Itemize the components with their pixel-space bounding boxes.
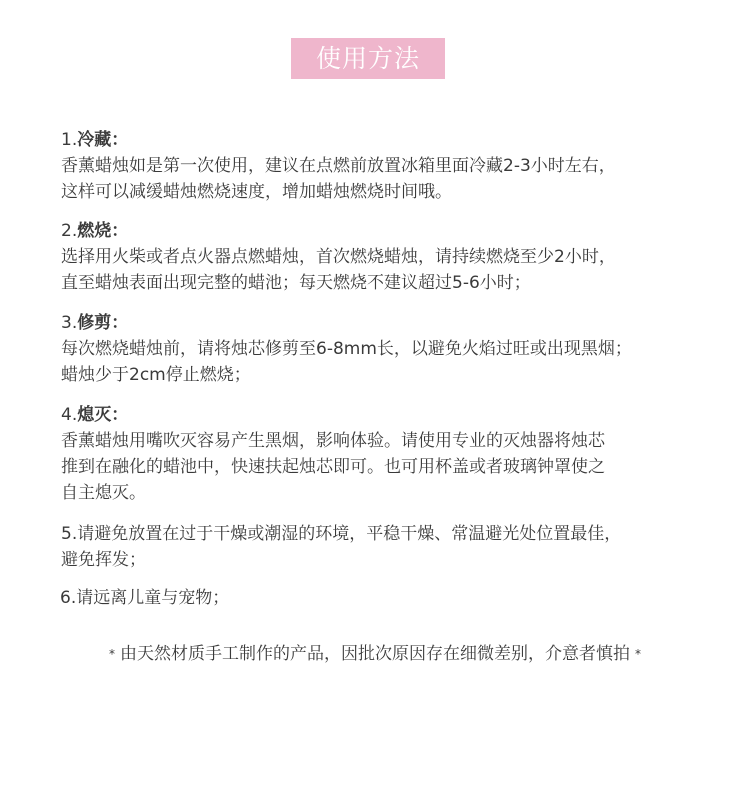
section-text-line: 选择用火柴或者点火器点燃蜡烛，首次燃烧蜡烛，请持续燃烧至少2小时， bbox=[61, 247, 616, 267]
section-text-line: 蜡烛少于2cm停止燃烧； bbox=[61, 365, 251, 385]
footer-text: 由天然材质手工制作的产品，因批次原因存在细微差别，介意者慎拍 bbox=[120, 644, 630, 664]
section-label: 冷藏： bbox=[77, 130, 129, 150]
section-label: 熄灭： bbox=[77, 405, 129, 425]
section-number: 1. bbox=[61, 130, 78, 150]
section-text-line: 推到在融化的蜡池中，快速扶起烛芯即可。也可用杯盖或者玻璃钟罩使之 bbox=[61, 457, 605, 477]
star-icon: * bbox=[109, 647, 115, 661]
section-number: 3. bbox=[61, 313, 78, 333]
section-heading bbox=[61, 402, 711, 428]
section-text-line: 这样可以减缓蜡烛燃烧速度，增加蜡烛燃烧时间哦。 bbox=[61, 182, 452, 202]
section-text-line: 6.请远离儿童与宠物； bbox=[60, 588, 230, 608]
section-text-line: 自主熄灭。 bbox=[61, 483, 146, 503]
section-text-line: 香薰蜡烛用嘴吹灭容易产生黑烟，影响体验。请使用专业的灭烛器将烛芯 bbox=[61, 431, 605, 451]
section-text-line: 直至蜡烛表面出现完整的蜡池；每天燃烧不建议超过5-6小时； bbox=[61, 273, 531, 293]
section-label: 修剪： bbox=[77, 313, 129, 333]
section-refrigerate bbox=[61, 127, 711, 205]
section-text-line: 避免挥发； bbox=[61, 550, 146, 570]
section-extinguishing bbox=[61, 402, 711, 506]
section-burning bbox=[61, 218, 711, 296]
section-heading bbox=[61, 218, 711, 244]
section-text-line: 5.请避免放置在过于干燥或潮湿的环境，平稳干燥、常温避光处位置最佳， bbox=[61, 524, 622, 544]
section-trimming bbox=[61, 310, 711, 388]
section-label: 燃烧： bbox=[77, 221, 129, 241]
footer-disclaimer bbox=[0, 641, 750, 667]
section-number: 4. bbox=[61, 405, 78, 425]
section-heading bbox=[61, 310, 711, 336]
section-text-line: 每次燃烧蜡烛前，请将烛芯修剪至6-8mm长，以避免火焰过旺或出现黑烟； bbox=[61, 339, 632, 359]
section-safety bbox=[60, 585, 710, 611]
section-text-line: 香薰蜡烛如是第一次使用，建议在点燃前放置冰箱里面冷藏2-3小时左右， bbox=[61, 156, 616, 176]
page-title: 使用方法 bbox=[291, 38, 445, 79]
star-icon: * bbox=[635, 647, 641, 661]
section-storage bbox=[61, 521, 711, 573]
section-number: 2. bbox=[61, 221, 78, 241]
section-heading bbox=[61, 127, 711, 153]
